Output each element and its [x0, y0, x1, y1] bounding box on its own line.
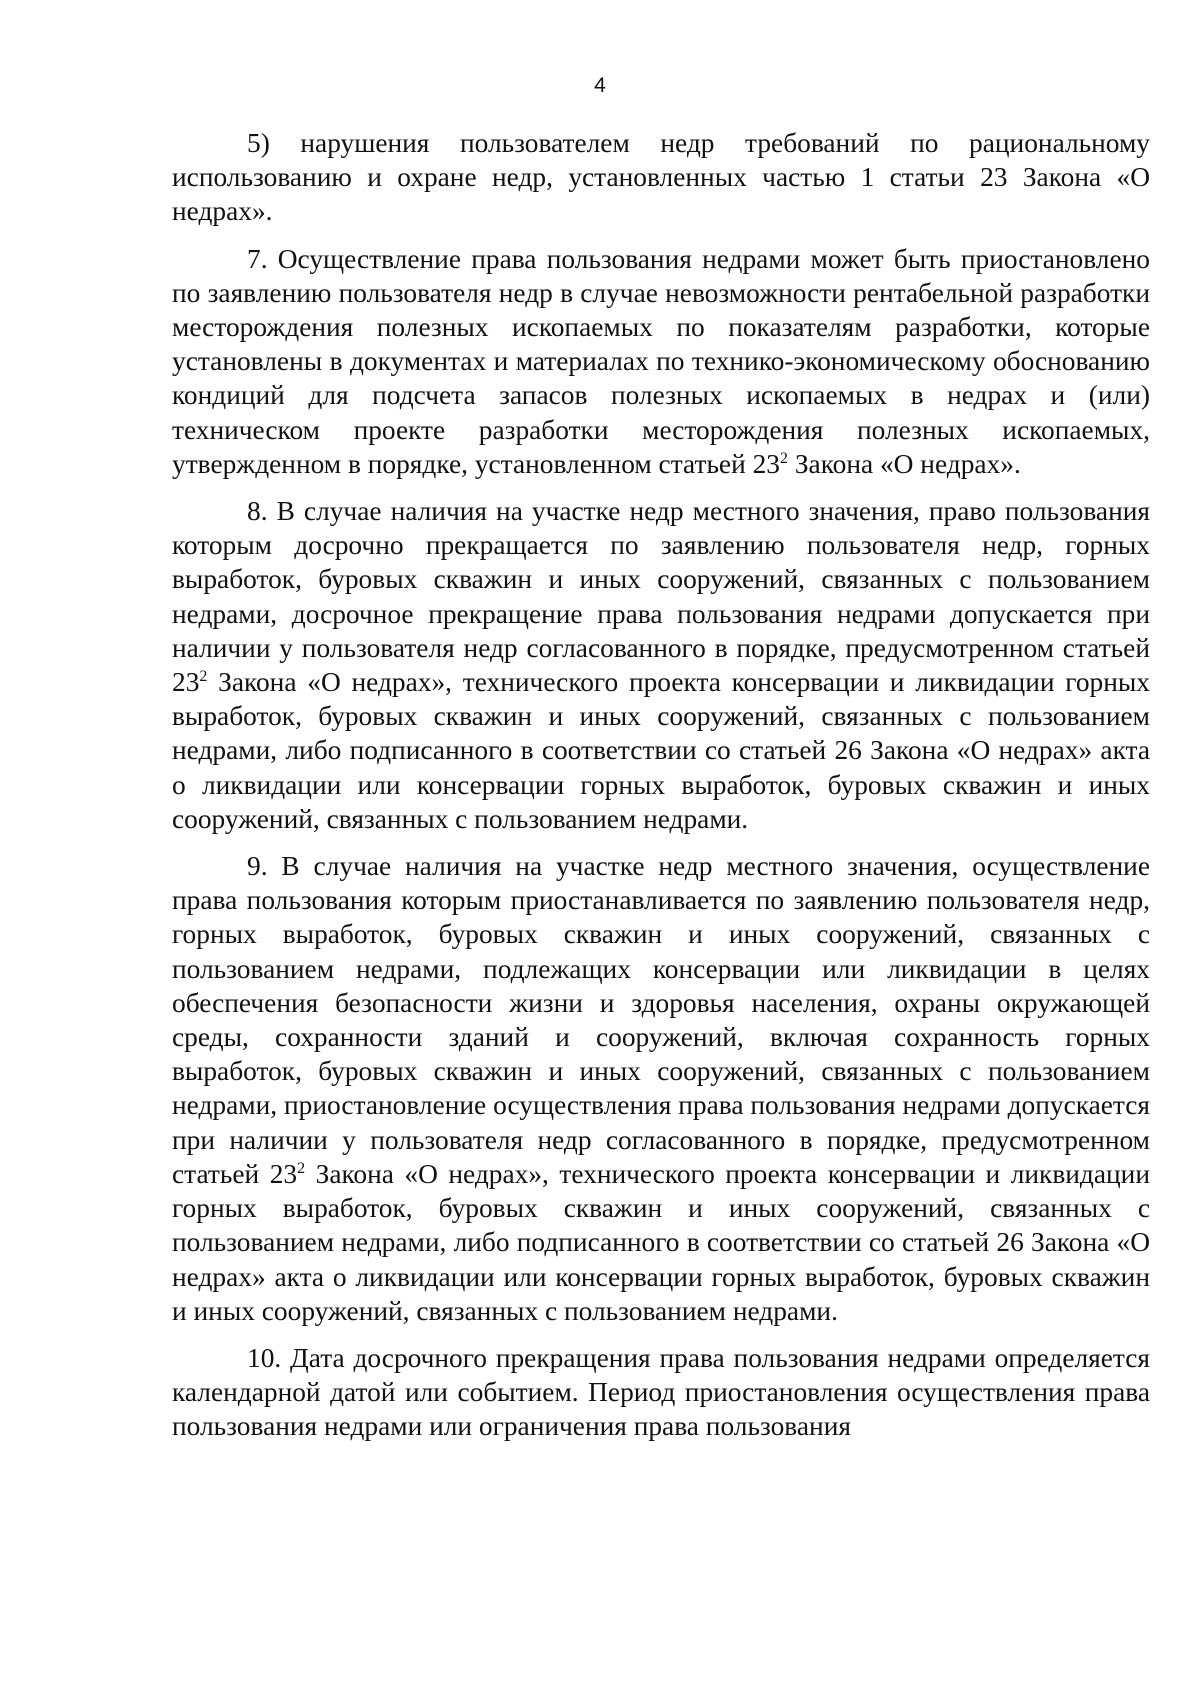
paragraph-item-9 [172, 849, 1150, 1328]
paragraph-text: Закона «О недрах». [787, 448, 1021, 479]
paragraph-item-8 [172, 494, 1150, 836]
superscript: 2 [297, 1159, 306, 1177]
paragraph-text: 10. Дата досрочного прекращения права пользования недрами определяется календарной датой или событием. Период приостановления осуществления права пользования недрами или ограничения права пользования [172, 1342, 1150, 1442]
paragraph-text: 8. В случае наличия на участке недр местного значения, право пользования которым досрочно прекращается по заявлению пользователя недр, горных выработок, буровых скважин и иных сооружений, связанных с пользованием недрами, досрочное прекращение права пользования недрами допускается при наличии у пользователя недр согласованного в порядке, предусмотренном статьей 23 [172, 496, 1150, 698]
superscript: 2 [199, 668, 208, 686]
paragraph-text: 9. В случае наличия на участке недр местного значения, осуществление права пользования которым приостанавливается по заявлению пользователя недр, горных выработок, буровых скважин и иных сооружений, связанных с пользованием недрами, подлежащих консервации или ликвидации в целях обеспечения безопасности жизни и здоровья населения, охраны окружающей среды, сохранности зданий и сооружений, включая сохранность горных выработок, буровых скважин и иных сооружений, связанных с пользованием недрами, приостановление осуществления права пользования недрами допускается при наличии у пользователя недр согласованного в порядке, предусмотренном статьей 23 [172, 851, 1150, 1189]
paragraph-text: Закона «О недрах», технического проекта консервации и ликвидации горных выработок, буровых скважин и иных сооружений, связанных с пользованием недрами, либо подписанного в соответствии со статьей 26 Закона «О недрах» акта о ликвидации или консервации горных выработок, буровых скважин и иных сооружений, связанных с пользованием недрами. [172, 667, 1150, 834]
superscript: 2 [779, 449, 788, 467]
paragraph-text: Закона «О недрах», технического проекта консервации и ликвидации горных выработок, буровых скважин и иных сооружений, связанных с пользованием недрами, либо подписанного в соответствии со статьей 26 Закона «О недрах» акта о ликвидации или консервации горных выработок, буровых скважин и иных сооружений, связанных с пользованием недрами. [172, 1158, 1150, 1326]
paragraph-item-5 [172, 126, 1150, 229]
paragraph-item-7 [172, 242, 1150, 481]
paragraph-text: 7. Осуществление права пользования недрами может быть приостановлено по заявлению пользователя недр в случае невозможности рентабельной разработки месторождения полезных ископаемых по показателям разработки, которые установлены в документах и материалах по технико-экономическому обоснованию кондиций для подсчета запасов полезных ископаемых в недрах и (или) техническом проекте разработки месторождения полезных ископаемых, утвержденном в порядке, установленном статьей 23 [172, 243, 1150, 479]
page-number: 4 [594, 74, 606, 97]
paragraph-text: 5) нарушения пользователем недр требований по рациональному использованию и охране недр, установленных частью 1 статьи 23 Закона «О недрах». [172, 128, 1150, 227]
paragraph-item-10 [172, 1341, 1150, 1444]
document-body [172, 126, 1150, 1457]
